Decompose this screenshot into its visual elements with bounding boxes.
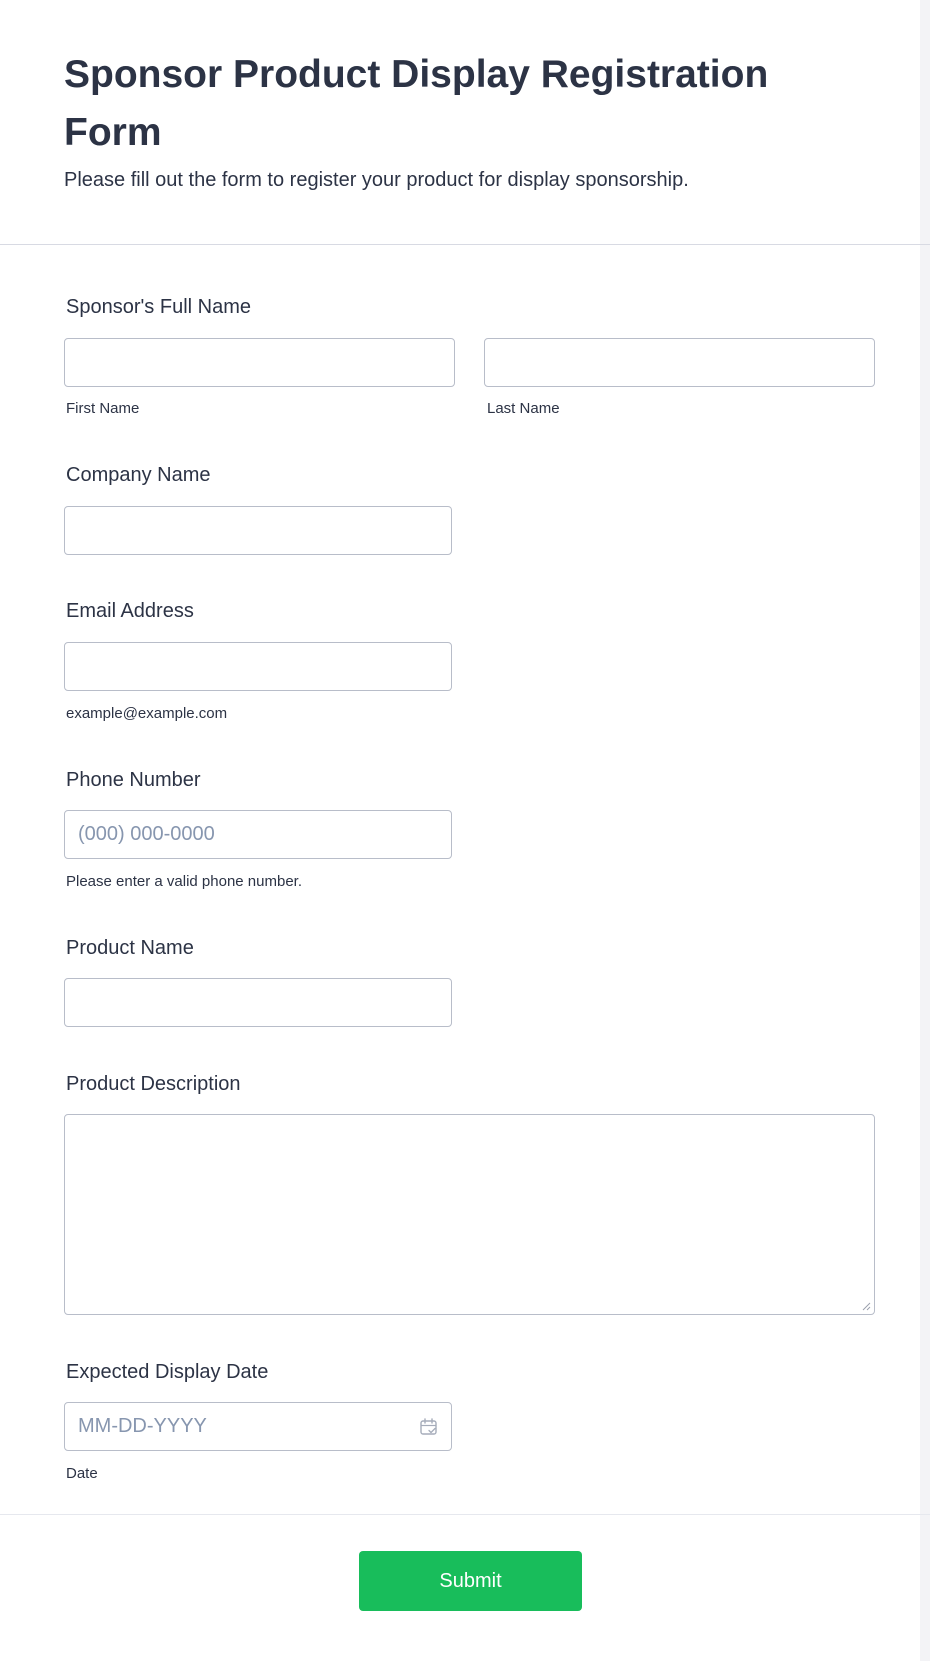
email-input[interactable] xyxy=(64,642,452,691)
form-header xyxy=(0,0,930,245)
footer-divider xyxy=(0,1514,930,1515)
first-name-input[interactable] xyxy=(64,338,455,387)
form-subtitle: Please fill out the form to register your product for display sponsorship. xyxy=(64,169,689,191)
full-name-label: Sponsor's Full Name xyxy=(66,296,251,318)
form-title: Sponsor Product Display Registration Form xyxy=(64,53,769,154)
phone-sublabel: Please enter a valid phone number. xyxy=(66,873,302,890)
product-name-input[interactable] xyxy=(64,978,452,1027)
product-description-label: Product Description xyxy=(66,1073,241,1095)
company-name-input[interactable] xyxy=(64,506,452,555)
first-name-sublabel: First Name xyxy=(66,400,140,417)
display-date-sublabel: Date xyxy=(66,1465,98,1482)
company-name-label: Company Name xyxy=(66,464,211,486)
product-name-label: Product Name xyxy=(66,937,194,959)
last-name-input[interactable] xyxy=(484,338,875,387)
display-date-label: Expected Display Date xyxy=(66,1361,269,1383)
email-label: Email Address xyxy=(66,600,194,622)
last-name-sublabel: Last Name xyxy=(487,400,560,417)
email-sublabel: example@example.com xyxy=(66,705,228,722)
submit-button[interactable]: Submit xyxy=(359,1551,582,1611)
phone-input[interactable] xyxy=(64,810,452,859)
product-description-textarea[interactable] xyxy=(64,1114,875,1315)
phone-label: Phone Number xyxy=(66,769,201,791)
display-date-input[interactable] xyxy=(64,1402,452,1451)
resize-grip-icon[interactable] xyxy=(862,1302,871,1311)
scroll-edge xyxy=(920,0,930,1661)
calendar-icon[interactable] xyxy=(419,1417,439,1437)
